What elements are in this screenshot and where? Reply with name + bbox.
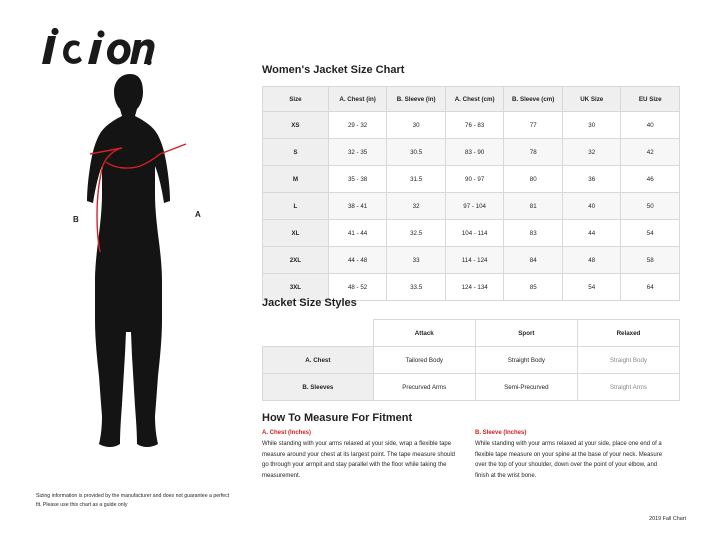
cell-chest-cm: 124 - 134 (445, 274, 504, 301)
cell-uk-size: 30 (562, 112, 620, 139)
measure-heading-sleeve: B. Sleeve (Inches) (475, 430, 527, 436)
cell-size: 2XL (263, 247, 329, 274)
cell-sleeve-in: 32 (387, 193, 446, 220)
cell-sleeve-cm: 83 (504, 220, 563, 247)
cell-uk-size: 44 (562, 220, 620, 247)
disclaimer-text: Sizing information is provided by the manufacturer and does not guarantee a perfect fit. Please use this chart as a guide only (36, 493, 230, 508)
table-row (263, 193, 680, 220)
cell-size: L (263, 193, 329, 220)
cell-chest-in: 41 - 44 (328, 220, 387, 247)
table-row (263, 247, 680, 274)
column-header: B. Sleeve (in) (387, 87, 446, 112)
cell-chest-in: 48 - 52 (328, 274, 387, 301)
cell-sleeve-in: 31.5 (387, 166, 446, 193)
measure-block-chest (262, 430, 457, 481)
cell-size: S (263, 139, 329, 166)
cell-sleeve-in: 33.5 (387, 274, 446, 301)
cell-chest-in: 29 - 32 (328, 112, 387, 139)
table-row (263, 220, 680, 247)
cell-sleeve-in: 32.5 (387, 220, 446, 247)
styles-chart-table (262, 319, 680, 401)
table-row (263, 374, 680, 401)
measure-heading-chest: A. Chest (Inches) (262, 430, 312, 436)
column-header-sport: Sport (475, 320, 577, 347)
cell-chest-cm: 97 - 104 (445, 193, 504, 220)
measure-block-sleeve (475, 430, 670, 481)
measure-body-sleeve: While standing with your arms relaxed at your side, place one end of a flexible tape measure on your spine at the base of your neck. Measure over the top of your shoulder, down over the point of your elbow, and finish at the wrist bone. (475, 441, 663, 479)
cell-chest-in: 38 - 41 (328, 193, 387, 220)
column-header: Size (263, 87, 329, 112)
cell-sleeve-cm: 85 (504, 274, 563, 301)
footer-note: 2019 Fall Chart (649, 516, 686, 522)
cell-chest-cm: 83 - 90 (445, 139, 504, 166)
column-header: UK Size (562, 87, 620, 112)
cell-size: XL (263, 220, 329, 247)
styles-chart-title: Jacket Size Styles (262, 297, 357, 309)
corner-cell (263, 320, 374, 347)
column-header: A. Chest (in) (328, 87, 387, 112)
cell-size: XS (263, 112, 329, 139)
cell-chest-in: 32 - 35 (328, 139, 387, 166)
cell-sleeve-in: 30.5 (387, 139, 446, 166)
cell-sleeve-in: 30 (387, 112, 446, 139)
measure-label-b: B (73, 215, 79, 224)
cell-uk-size: 48 (562, 247, 620, 274)
table-row (263, 112, 680, 139)
cell-chest-in: 44 - 48 (328, 247, 387, 274)
cell-uk-size: 36 (562, 166, 620, 193)
cell-uk-size: 54 (562, 274, 620, 301)
cell-sleeve-cm: 77 (504, 112, 563, 139)
cell-relaxed-sleeves: Straight Arms (577, 374, 679, 401)
cell-sleeve-cm: 81 (504, 193, 563, 220)
cell-sport-sleeves: Semi-Precurved (475, 374, 577, 401)
table-row (263, 166, 680, 193)
column-header-relaxed: Relaxed (577, 320, 679, 347)
cell-eu-size: 58 (621, 247, 680, 274)
column-header: A. Chest (cm) (445, 87, 504, 112)
cell-size: M (263, 166, 329, 193)
cell-attack-sleeves: Precurved Arms (373, 374, 475, 401)
how-to-measure-title: How To Measure For Fitment (262, 412, 413, 424)
cell-sleeve-cm: 84 (504, 247, 563, 274)
size-chart-table (262, 86, 680, 301)
cell-uk-size: 40 (562, 193, 620, 220)
cell-size: 3XL (263, 274, 329, 301)
cell-eu-size: 64 (621, 274, 680, 301)
table-header-row (263, 87, 680, 112)
table-row (263, 139, 680, 166)
body-figure-illustration (10, 70, 250, 470)
cell-eu-size: 50 (621, 193, 680, 220)
how-to-measure-grid (262, 430, 682, 481)
left-column (0, 0, 250, 540)
cell-sleeve-cm: 80 (504, 166, 563, 193)
cell-relaxed-chest: Straight Body (577, 347, 679, 374)
row-label-chest: A. Chest (263, 347, 374, 374)
cell-chest-cm: 104 - 114 (445, 220, 504, 247)
icon-logo (36, 26, 156, 70)
size-chart-title: Women's Jacket Size Chart (262, 64, 405, 76)
row-label-sleeves: B. Sleeves (263, 374, 374, 401)
cell-eu-size: 40 (621, 112, 680, 139)
table-header-row (263, 320, 680, 347)
table-row (263, 347, 680, 374)
cell-sleeve-in: 33 (387, 247, 446, 274)
cell-chest-cm: 76 - 83 (445, 112, 504, 139)
cell-chest-cm: 90 - 97 (445, 166, 504, 193)
cell-eu-size: 54 (621, 220, 680, 247)
cell-uk-size: 32 (562, 139, 620, 166)
cell-attack-chest: Tailored Body (373, 347, 475, 374)
measure-body-chest: While standing with your arms relaxed at your side, wrap a flexible tape measure around your chest at its largest point. The tape measure should go through your armpit and stay parallel with the floor while taking the measurement. (262, 441, 455, 479)
cell-eu-size: 42 (621, 139, 680, 166)
cell-sport-chest: Straight Body (475, 347, 577, 374)
cell-chest-in: 35 - 38 (328, 166, 387, 193)
column-header-attack: Attack (373, 320, 475, 347)
cell-chest-cm: 114 - 124 (445, 247, 504, 274)
column-header: EU Size (621, 87, 680, 112)
cell-sleeve-cm: 78 (504, 139, 563, 166)
cell-eu-size: 46 (621, 166, 680, 193)
measure-label-a: A (195, 210, 201, 219)
column-header: B. Sleeve (cm) (504, 87, 563, 112)
